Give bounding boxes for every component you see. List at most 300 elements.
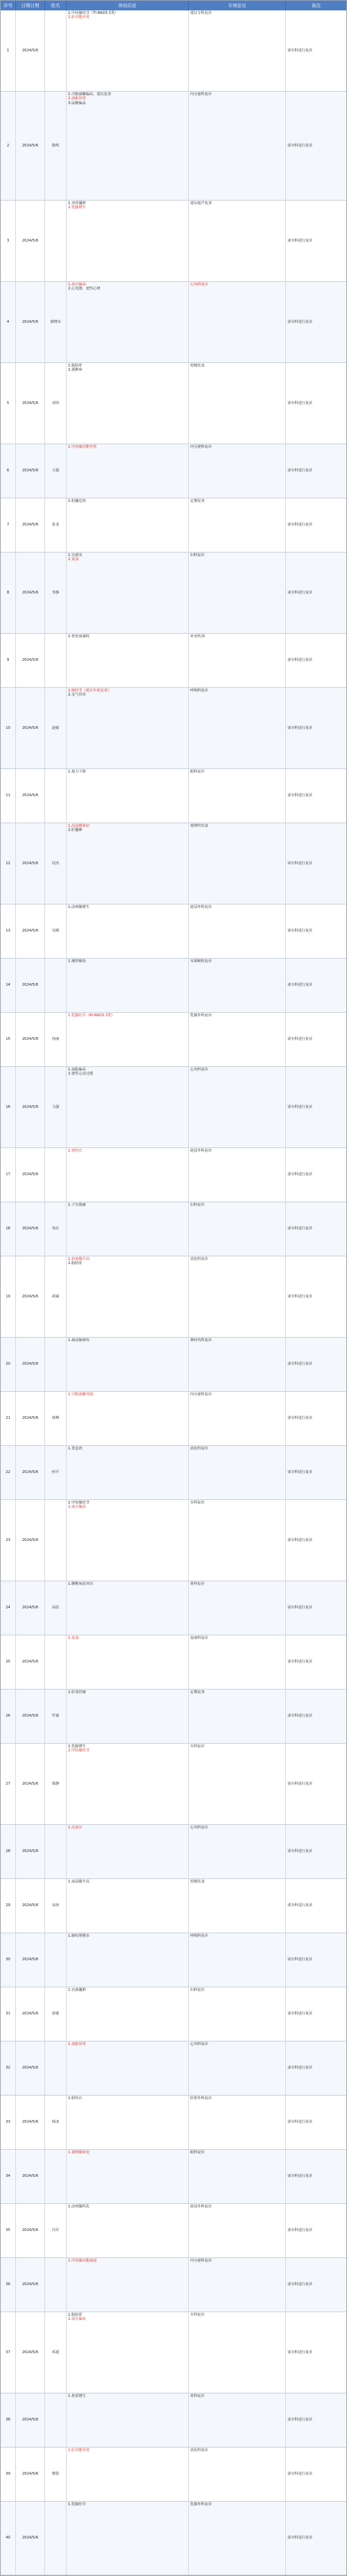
row-note: 请专科进行复诊 [287,1714,313,1719]
row-date: 2024/5/6 [16,1581,45,1635]
diagnosis-line: 3.尿酸偏高 [68,101,86,106]
row-number: 1 [1,10,16,91]
row-name [45,1825,67,1878]
row-date: 2024/5/6 [16,553,45,633]
row-advice [189,1879,286,1933]
advice-line: 建议专科复诊 [190,11,212,15]
row-note: 请专科进行复诊 [287,2282,313,2287]
row-number: 16 [1,1067,16,1147]
row-advice [189,282,286,362]
table-row [1,1446,346,1500]
row-number: 9 [1,634,16,687]
row-number: 19 [1,1256,16,1337]
diagnosis-line: 1.血脂异常 [68,2042,86,2046]
row-name [45,1338,67,1391]
diagnosis-line: 1.乳腺结节 [68,2502,86,2507]
diagnosis-line: 2.心电图：窦性心律 [68,287,101,292]
row-name [45,2502,67,2575]
row-name: 韩冰 [45,2096,67,2149]
table-row [1,2042,346,2096]
row-name: 胡斌 [45,1256,67,1337]
row-date: 2024/5/6 [16,2448,45,2501]
diagnosis-line: 1.肝血管瘤 [68,1690,86,1694]
table-row [1,553,346,634]
diagnosis-line: 1.甲状腺结节 [68,1501,90,1505]
row-advice [189,634,286,687]
row-number: 35 [1,2204,16,2257]
row-advice [189,1933,286,1987]
row-date: 2024/5/6 [16,1933,45,1987]
row-number: 20 [1,1338,16,1391]
header-date: 日期日期 [16,1,45,10]
table-row [1,1013,346,1067]
header-advice: 专项意见 [189,1,286,10]
row-diagnosis [67,2448,189,2501]
row-date: 2024/5/6 [16,2096,45,2149]
row-diagnosis [67,1690,189,1743]
row-note: 请专科进行复诊 [287,469,313,473]
advice-line: 泌尿外科复诊 [190,2205,212,2209]
row-advice [189,769,286,823]
advice-line: 血液科复诊 [190,1636,208,1640]
row-name: 曹阳 [45,2448,67,2501]
row-name: 郭晓东 [45,282,67,362]
diagnosis-line: 1.血尿酸升高 [68,1880,90,1884]
row-number: 18 [1,1202,16,1256]
row-note: 请专科进行复诊 [287,2066,313,2071]
row-note: 请专科进行复诊 [287,48,313,53]
row-note: 请专科进行复诊 [287,2350,313,2355]
advice-line: 消化科复诊 [190,1257,208,1261]
table-row [1,1500,346,1581]
table-row [1,2448,346,2502]
advice-line: 补充钙剂 [190,634,205,639]
row-diagnosis [67,553,189,633]
row-diagnosis [67,92,189,200]
diagnosis-line: 2.颈椎病 [68,368,83,373]
row-diagnosis [67,2204,189,2257]
advice-line: 神经内科复诊 [190,1338,212,1342]
row-note: 请专科进行复诊 [287,590,313,595]
row-date: 2024/5/6 [16,2393,45,2447]
row-number: 28 [1,1825,16,1878]
row-diagnosis [67,904,189,958]
row-diagnosis [67,444,189,498]
row-diagnosis [67,2258,189,2312]
table-header [1,1,346,10]
row-date: 2024/5/6 [16,634,45,687]
row-date: 2024/5/6 [16,282,45,362]
row-name [45,2042,67,2095]
row-date: 2024/5/6 [16,1013,45,1066]
row-diagnosis [67,1500,189,1581]
row-name: 高原 [45,1581,67,1635]
row-diagnosis [67,1825,189,1878]
table-row [1,444,346,498]
advice-line: 内分泌科复诊 [190,445,212,449]
diagnosis-line: 1.胃息肉 [68,1447,83,1451]
row-name: 马强 [45,1067,67,1147]
advice-line: 专科复诊 [190,2313,205,2317]
table-row [1,1933,346,1987]
row-date: 2024/5/6 [16,1446,45,1499]
row-diagnosis [67,2096,189,2149]
row-diagnosis [67,1202,189,1256]
advice-line: 泌尿外科复诊 [190,905,212,909]
diagnosis-line: 1.子宫肌瘤 [68,1203,86,1207]
row-note: 请专科进行复诊 [287,1172,313,1177]
row-note: 请专科进行复诊 [287,1227,313,1231]
row-diagnosis [67,2502,189,2575]
row-advice [189,823,286,904]
row-note: 请专科进行复诊 [287,1104,313,1109]
row-advice [189,1067,286,1147]
diagnosis-line: 1.前列腺增生 [68,905,90,909]
diagnosis-line: 1.乳腺结节（BI-RADS 3类） [68,1013,115,1018]
row-diagnosis [67,1013,189,1066]
row-note: 请专科进行复诊 [287,1037,313,1042]
row-note: 请专科进行复诊 [287,725,313,730]
advice-line: 心内科复诊 [190,1826,208,1830]
diagnosis-line: 1.胆囊息肉 [68,499,86,503]
row-advice [189,959,286,1012]
table-row [1,1392,346,1446]
row-number: 3 [1,201,16,281]
advice-line: 消化科复诊 [190,1447,208,1451]
row-date: 2024/5/6 [16,1202,45,1256]
row-name: 罗斌 [45,1690,67,1743]
table-row [1,1690,346,1744]
row-note: 请专科进行复诊 [287,1903,313,1908]
row-name: 赵敏 [45,688,67,768]
advice-line: 内分泌科复诊 [190,1392,212,1397]
row-number: 11 [1,769,16,823]
diagnosis-line: 1.血压偏高 [68,283,86,287]
row-date: 2024/5/6 [16,10,45,91]
table-row [1,823,346,904]
row-note: 请专科进行复诊 [287,401,313,405]
row-date: 2024/5/6 [16,1256,45,1337]
row-note: 请专科进行复诊 [287,2472,313,2477]
row-number: 39 [1,2448,16,2501]
diagnosis-line: 1.宫颈炎 [68,553,83,557]
row-advice [189,904,286,958]
row-number: 40 [1,2502,16,2575]
advice-line: 乳腺外科复诊 [190,1013,212,1018]
row-date: 2024/5/6 [16,1744,45,1824]
diagnosis-line: 1.高血压 [68,1826,83,1830]
row-name: 宋涛 [45,1879,67,1933]
table-row [1,1987,346,2042]
header-note: 备注 [312,3,321,8]
row-note: 请专科进行复诊 [287,319,313,324]
row-advice [189,553,286,633]
row-note: 请专科进行复诊 [287,2418,313,2423]
row-advice [189,1392,286,1445]
row-advice [189,2096,286,2149]
row-diagnosis [67,201,189,281]
row-note: 请专科进行复诊 [287,983,313,988]
row-advice [189,1825,286,1878]
row-diagnosis [67,282,189,362]
advice-line: 妇科复诊 [190,1203,205,1207]
diagnosis-line: 2.肝功能异常 [68,15,90,20]
row-diagnosis [67,498,189,552]
row-note: 请专科进行复诊 [287,2536,313,2541]
row-number: 36 [1,2258,16,2312]
row-diagnosis [67,1635,189,1689]
row-number: 14 [1,959,16,1012]
diagnosis-line: 1.肺纹理增多 [68,1934,90,1938]
diagnosis-line: 1.腰椎间盘突出 [68,1582,94,1586]
row-note: 请专科进行复诊 [287,1362,313,1367]
row-name [45,959,67,1012]
row-note: 请专科进行复诊 [287,1958,313,1962]
row-number: 30 [1,1933,16,1987]
row-date: 2024/5/6 [16,1825,45,1878]
row-note: 请专科进行复诊 [287,1470,313,1475]
table-row [1,2150,346,2204]
diagnosis-line: 2.脂肪肝 [68,1261,83,1266]
row-note: 请专科进行复诊 [287,1781,313,1786]
advice-line: 眼科复诊 [190,770,205,774]
row-number: 22 [1,1446,16,1499]
row-name: 邓超 [45,2312,67,2393]
diagnosis-line: 1.脂肪肝 [68,2313,83,2317]
table-row [1,2258,346,2312]
row-advice [189,10,286,91]
row-number: 17 [1,1148,16,1202]
advice-line: 定期复查 [190,1690,205,1694]
row-number: 7 [1,498,16,552]
row-diagnosis [67,1581,189,1635]
row-note: 请专科进行复诊 [287,1416,313,1421]
row-date: 2024/5/6 [16,2150,45,2203]
row-advice [189,1500,286,1581]
row-number: 24 [1,1581,16,1635]
table-row [1,1067,346,1148]
row-diagnosis [67,10,189,91]
row-diagnosis [67,634,189,687]
row-note: 请专科进行复诊 [287,2174,313,2179]
row-number: 23 [1,1500,16,1581]
row-name [45,634,67,687]
diagnosis-line: 1.脂肪肝 [68,364,83,368]
table-row [1,10,346,92]
row-number: 37 [1,2312,16,2393]
row-date: 2024/5/6 [16,1148,45,1202]
row-note: 请专科进行复诊 [287,1538,313,1542]
row-date: 2024/5/6 [16,2502,45,2575]
advice-line: 消化科复诊 [190,2448,208,2452]
row-diagnosis [67,363,189,444]
advice-line: 内分泌科复诊 [190,92,212,96]
row-date: 2024/5/6 [16,1067,45,1147]
diagnosis-line: 1.甲状腺结节（TI-RADS 3类） [68,11,119,15]
row-name: 张龙 [45,498,67,552]
row-name: 陈明 [45,92,67,200]
header-no: 序号 [1,1,16,10]
advice-line: 建议超声复查 [190,201,212,205]
table-row [1,1338,346,1392]
diagnosis-line: 1.肾结石 [68,1149,83,1153]
advice-line: 乳腺外科复诊 [190,2502,212,2507]
row-advice [189,2502,286,2575]
row-diagnosis [67,2312,189,2393]
header-name: 姓名 [45,1,67,10]
diagnosis-line: 1.甲状腺功能异常 [68,445,97,449]
advice-line: 眼科复诊 [190,2150,205,2155]
row-name: 王超 [45,444,67,498]
advice-line: 骨科复诊 [190,1582,205,1586]
row-name: 何平 [45,1446,67,1499]
row-diagnosis [67,1744,189,1824]
row-diagnosis [67,1879,189,1933]
diagnosis-line: 2.血压偏高 [68,1505,86,1510]
row-advice [189,1202,286,1256]
advice-line: 骨科复诊 [190,2394,205,2398]
row-date: 2024/5/6 [16,688,45,768]
row-name [45,1148,67,1202]
diagnosis-line: 1.视力下降 [68,770,86,774]
row-date: 2024/5/6 [16,1690,45,1743]
row-advice [189,2393,286,2447]
row-date: 2024/5/6 [16,904,45,958]
row-note: 请专科进行复诊 [287,1849,313,1854]
row-date: 2024/5/6 [16,1879,45,1933]
table-row [1,363,346,444]
row-date: 2024/5/6 [16,769,45,823]
row-advice [189,2042,286,2095]
table-row [1,2502,346,2575]
row-advice [189,1148,286,1202]
table-row [1,1581,346,1635]
row-number: 15 [1,1013,16,1066]
diagnosis-line: 1.乳腺增生 [68,1744,86,1749]
row-number: 13 [1,904,16,958]
row-name: 吴刚 [45,904,67,958]
advice-line: 内分泌科复诊 [190,2259,212,2263]
row-date: 2024/5/6 [16,92,45,200]
diagnosis-line: 1.胆结石 [68,2096,83,2101]
row-diagnosis [67,1256,189,1337]
diagnosis-line: 1.转氨酶升高 [68,1257,90,1261]
row-number: 29 [1,1879,16,1933]
row-note: 请专科进行复诊 [287,2228,313,2233]
table-row [1,959,346,1013]
row-number: 12 [1,823,16,904]
diagnosis-line: 1.双肾囊肿 [68,201,86,205]
diagnosis-line: 2.窦性心动过缓 [68,1072,94,1077]
row-name [45,1933,67,1987]
diagnosis-line: 2.血压偏高 [68,2317,86,2322]
row-name [45,1635,67,1689]
row-name [45,2258,67,2312]
row-name: 刘伟 [45,363,67,444]
row-advice [189,1690,286,1743]
table-row [1,1825,346,1879]
row-number: 5 [1,363,16,444]
diagnosis-line: 2.乳腺增生 [68,205,86,210]
diagnosis-line: 1.血脂偏高 [68,1068,86,1072]
row-date: 2024/5/6 [16,959,45,1012]
row-number: 34 [1,2150,16,2203]
row-note: 请专科进行复诊 [287,1660,313,1665]
row-number: 6 [1,444,16,498]
row-advice [189,1635,286,1689]
row-number: 25 [1,1635,16,1689]
table-row [1,2393,346,2448]
table-row [1,201,346,282]
row-date: 2024/5/6 [16,1635,45,1689]
advice-line: 肝胆外科复诊 [190,2096,212,2101]
row-date: 2024/5/6 [16,2258,45,2312]
advice-line: 专科复诊 [190,1501,205,1505]
table-row [1,282,346,363]
diagnosis-line: 1.肺结节（建议年度复查） [68,689,112,693]
row-advice [189,92,286,200]
row-name: 梁静 [45,1744,67,1824]
table-row [1,634,346,688]
table-row [1,92,346,201]
row-note: 请专科进行复诊 [287,1606,313,1610]
diagnosis-line: 1.骨密度减低 [68,634,90,639]
advice-line: 定期复查 [190,499,205,503]
row-name: 孙丽 [45,1013,67,1066]
row-date: 2024/5/6 [16,1500,45,1581]
row-name [45,201,67,281]
row-diagnosis [67,1446,189,1499]
row-advice [189,2204,286,2257]
row-advice [189,1338,286,1391]
diagnosis-line: 2.肝囊肿 [68,828,83,833]
table-row [1,688,346,769]
row-note: 请专科进行复诊 [287,793,313,798]
table-row [1,2204,346,2258]
row-name: 林峰 [45,1392,67,1445]
table-row [1,904,346,959]
row-number: 8 [1,553,16,633]
row-note: 请专科进行复诊 [287,861,313,866]
table-row [1,1148,346,1202]
diagnosis-line: 1.空腹血糖偏高，建议复查 [68,92,112,96]
table-row [1,1202,346,1256]
row-diagnosis [67,959,189,1012]
diagnosis-line: 1.视网膜病变 [68,2150,90,2155]
diagnosis-line: 1.甲状腺功能减退 [68,2259,97,2263]
row-number: 2 [1,92,16,200]
advice-line: 心内科复诊 [190,2042,208,2046]
row-advice [189,1256,286,1337]
row-advice [189,1013,286,1066]
row-date: 2024/5/6 [16,444,45,498]
row-name: 周杰 [45,823,67,904]
row-name [45,10,67,91]
table-row [1,2312,346,2393]
table-row [1,1879,346,1933]
advice-line: 妇科复诊 [190,553,205,557]
diagnosis-line: 1.颈动脉斑块 [68,1338,90,1342]
row-number: 26 [1,1690,16,1743]
row-number: 32 [1,2042,16,2095]
advice-line: 控制饮食 [190,1880,205,1884]
row-advice [189,1446,286,1499]
row-date: 2024/5/6 [16,2204,45,2257]
row-number: 38 [1,2393,16,2447]
diagnosis-line: 1.贫血 [68,1636,79,1640]
row-name: 唐敏 [45,1987,67,2041]
table-row [1,1256,346,1338]
